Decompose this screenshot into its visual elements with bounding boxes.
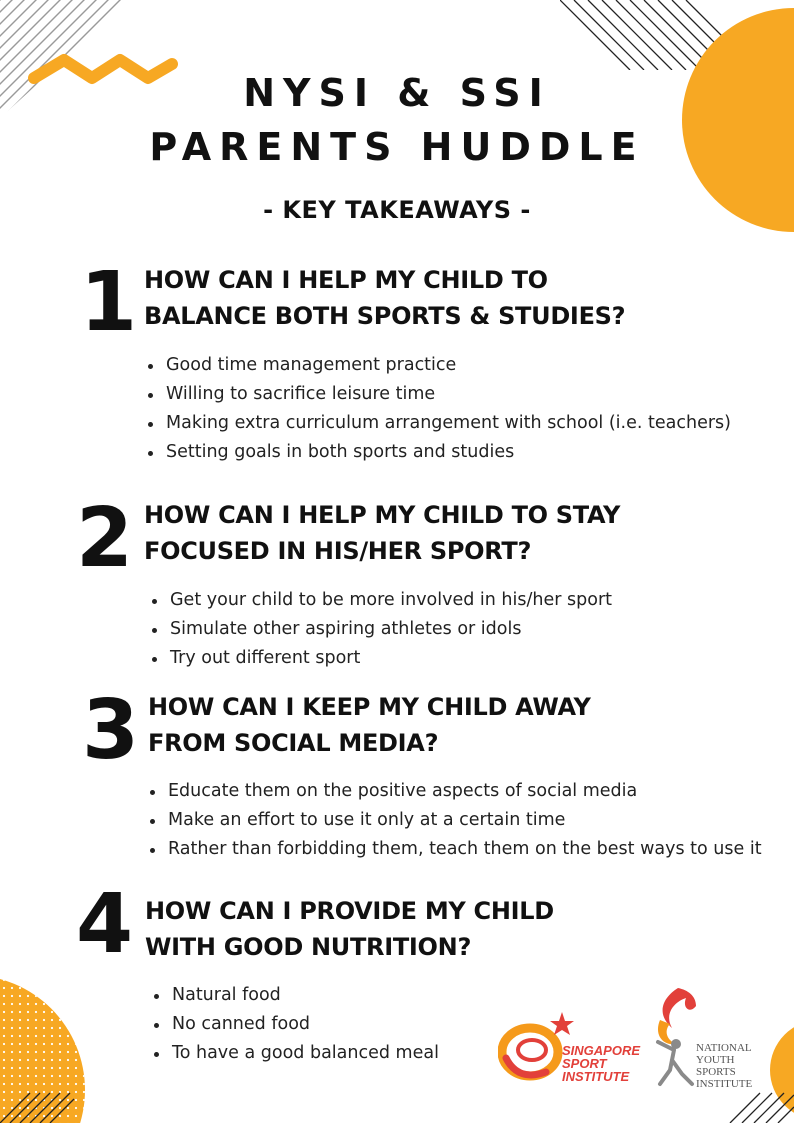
list-item: Simulate other aspiring athletes or idols bbox=[149, 615, 612, 644]
list-item: Rather than forbidding them, teach them on the best ways to use it bbox=[147, 835, 762, 864]
ssi-logo-line: SINGAPORE bbox=[562, 1043, 641, 1058]
nysi-logo-text bbox=[696, 1042, 752, 1090]
title-line-2: PARENTS HUDDLE bbox=[149, 125, 645, 169]
question-line: FROM SOCIAL MEDIA? bbox=[148, 729, 439, 757]
list-item: Get your child to be more involved in his/her sport bbox=[149, 586, 612, 615]
list-item: No canned food bbox=[151, 1010, 439, 1039]
section-number: 4 bbox=[76, 877, 134, 972]
section-number: 2 bbox=[76, 491, 134, 586]
question-line: HOW CAN I PROVIDE MY CHILD bbox=[145, 897, 554, 925]
ssi-logo bbox=[498, 1010, 641, 1086]
question-line: BALANCE BOTH SPORTS & STUDIES? bbox=[144, 302, 626, 330]
question-line: HOW CAN I HELP MY CHILD TO bbox=[144, 266, 548, 294]
bullet-list bbox=[149, 586, 612, 673]
question-line: HOW CAN I HELP MY CHILD TO STAY bbox=[144, 501, 621, 529]
list-item: Make an effort to use it only at a certain time bbox=[147, 806, 762, 835]
ssi-logo-line: SPORT bbox=[562, 1056, 607, 1071]
list-item: Natural food bbox=[151, 981, 439, 1010]
list-item: Willing to sacrifice leisure time bbox=[145, 380, 731, 409]
nysi-logo bbox=[652, 984, 764, 1090]
section-number: 1 bbox=[80, 255, 138, 350]
nysi-logo-line: INSTITUTE bbox=[696, 1078, 753, 1090]
section-question bbox=[145, 893, 554, 965]
bottom-left-circle-decoration bbox=[0, 960, 120, 1123]
question-line: WITH GOOD NUTRITION? bbox=[145, 933, 472, 961]
section-question bbox=[144, 497, 620, 569]
nysi-logo-line: YOUTH bbox=[696, 1054, 735, 1066]
list-item: Try out different sport bbox=[149, 644, 612, 673]
title-line-1: NYSI & SSI bbox=[243, 71, 551, 115]
ssi-logo-line: INSTITUTE bbox=[562, 1069, 630, 1084]
section-number: 3 bbox=[82, 683, 140, 778]
section-question bbox=[144, 262, 625, 334]
bullet-list bbox=[145, 351, 731, 467]
list-item: To have a good balanced meal bbox=[151, 1039, 439, 1068]
bullet-list bbox=[151, 981, 439, 1068]
ssi-logo-text bbox=[562, 1044, 640, 1083]
question-line: HOW CAN I KEEP MY CHILD AWAY bbox=[148, 693, 591, 721]
section-question bbox=[148, 689, 591, 761]
question-line: FOCUSED IN HIS/HER SPORT? bbox=[144, 537, 532, 565]
list-item: Setting goals in both sports and studies bbox=[145, 438, 731, 467]
bullet-list bbox=[147, 777, 762, 864]
list-item: Making extra curriculum arrangement with school (i.e. teachers) bbox=[145, 409, 731, 438]
nysi-logo-line: NATIONAL bbox=[696, 1042, 752, 1054]
list-item: Good time management practice bbox=[145, 351, 731, 380]
subtitle: - KEY TAKEAWAYS - bbox=[263, 196, 531, 224]
nysi-logo-line: SPORTS bbox=[696, 1066, 736, 1078]
list-item: Educate them on the positive aspects of social media bbox=[147, 777, 762, 806]
